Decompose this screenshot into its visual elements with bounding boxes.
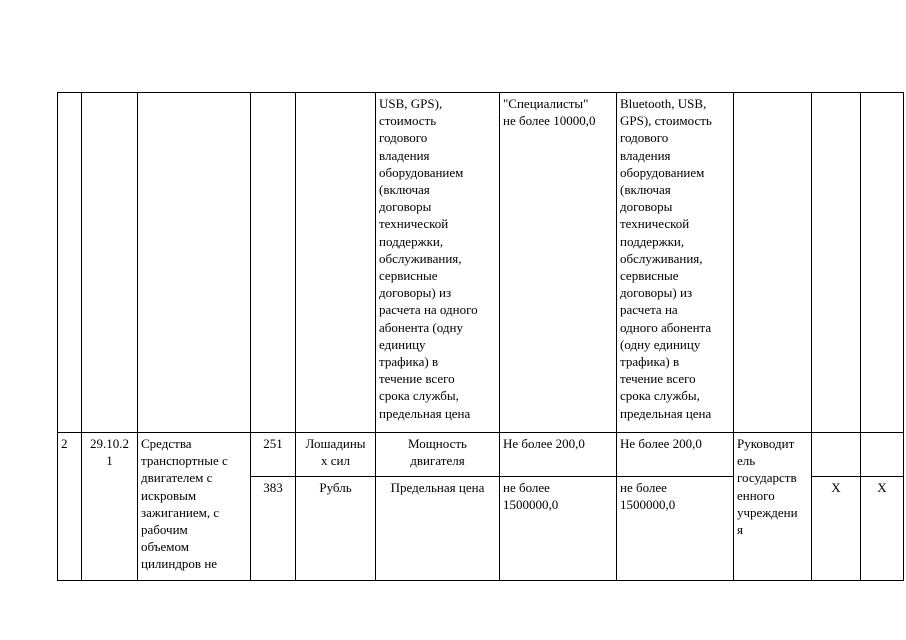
unit-name: Лошадины х сил (296, 433, 376, 477)
table-row (58, 93, 904, 433)
table-cell (138, 93, 251, 433)
table-cell (296, 93, 376, 433)
characteristic-name: Предельная цена (376, 477, 500, 581)
table-cell (82, 93, 138, 433)
mark-cell: X (812, 477, 861, 581)
value-approved: не более 1500000,0 (500, 477, 617, 581)
table-cell: Bluetooth, USB, GPS), стоимость годового владения оборудованием (включая договоры технической поддержки, обслуживания, сервисные договоры) из расчета на одного абонента (одну единицу трафика) в течение всего срока службы, предельная цена (617, 93, 734, 433)
okpd2-code: 29.10.2 1 (82, 433, 138, 581)
table-cell (861, 93, 904, 433)
okei-code: 383 (251, 477, 296, 581)
table-cell (812, 433, 861, 477)
okei-code: 251 (251, 433, 296, 477)
table-cell: "Специалисты" не более 10000,0 (500, 93, 617, 433)
value-agency: Не более 200,0 (617, 433, 734, 477)
table-cell (58, 93, 82, 433)
characteristic-name: Мощность двигателя (376, 433, 500, 477)
table-cell (812, 93, 861, 433)
mark-cell: X (861, 477, 904, 581)
table-row (58, 433, 904, 477)
value-approved: Не более 200,0 (500, 433, 617, 477)
table-cell (861, 433, 904, 477)
requirements-table (57, 92, 904, 581)
table-cell: USB, GPS), стоимость годового владения оборудованием (включая договоры технической поддержки, обслуживания, сервисные договоры) из расчета на одного абонента (одну единицу трафика) в течение всего срока службы, предельная цена (376, 93, 500, 433)
table-cell (251, 93, 296, 433)
table-cell (734, 93, 812, 433)
row-number: 2 (58, 433, 82, 581)
item-name: Средства транспортные с двигателем с искровым зажиганием, с рабочим объемом цилиндров не (138, 433, 251, 581)
position-category: Руководит ель государств енного учреждени я (734, 433, 812, 581)
value-agency: не более 1500000,0 (617, 477, 734, 581)
unit-name: Рубль (296, 477, 376, 581)
